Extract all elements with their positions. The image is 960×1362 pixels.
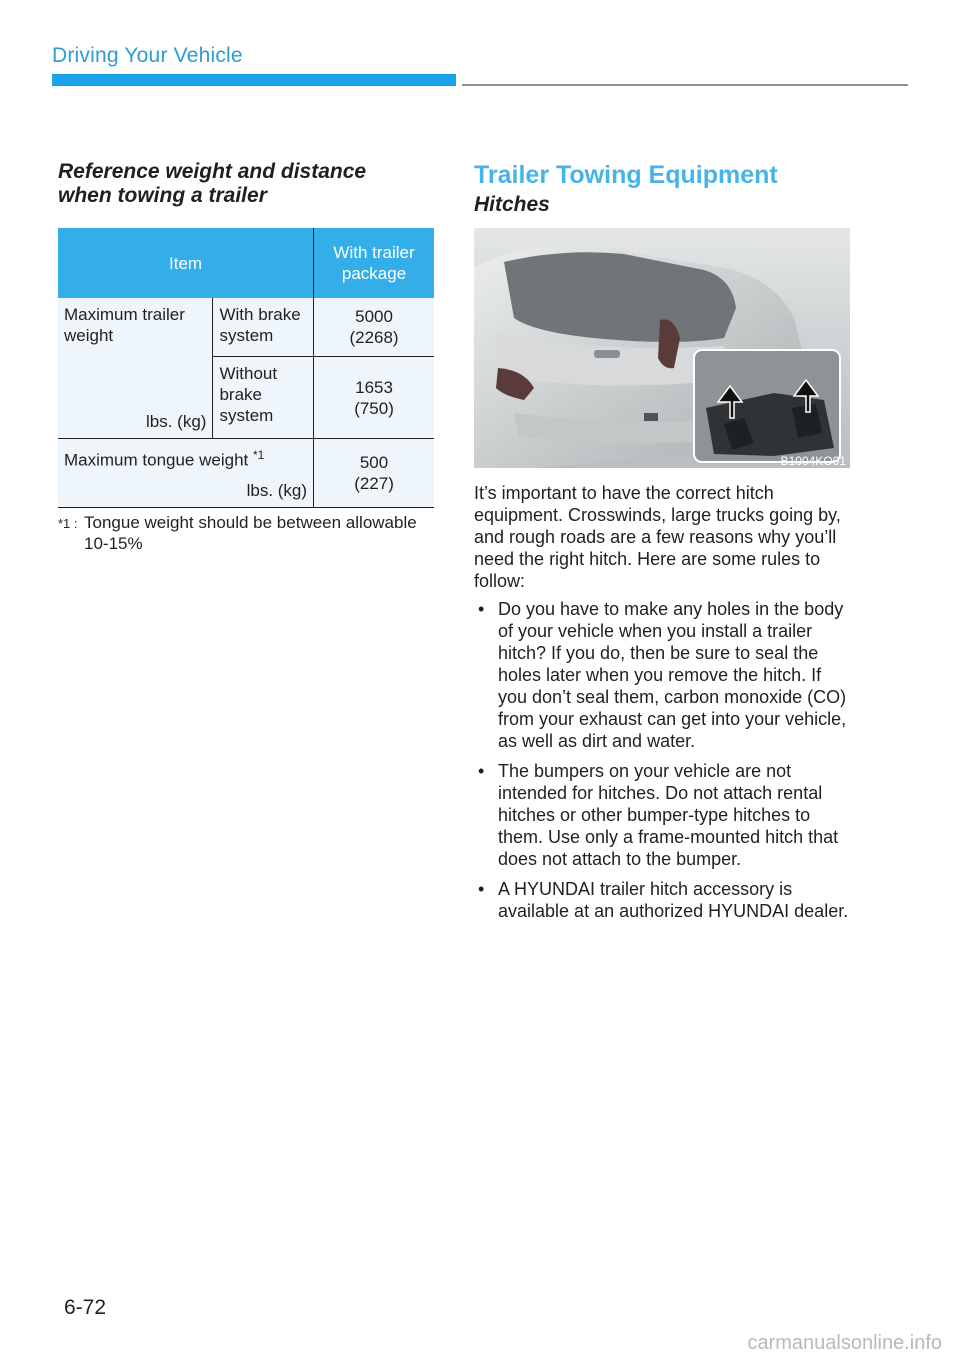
left-column — [58, 160, 434, 554]
table-row — [58, 298, 434, 357]
header-rule-gray — [462, 84, 908, 86]
max-tongue-weight-label: Maximum tongue weight — [64, 450, 249, 470]
table-header-item: Item — [58, 228, 314, 298]
value-lbs: 1653 — [355, 377, 393, 397]
unit-label: lbs. (kg) — [246, 481, 308, 500]
table-footnote — [58, 512, 434, 554]
unit-label: lbs. (kg) — [146, 412, 207, 431]
towing-equipment-heading: Trailer Towing Equipment — [474, 161, 778, 189]
max-trailer-weight-label: Maximum trailer weight — [64, 305, 185, 345]
value-cell — [314, 439, 434, 508]
table-header-row — [58, 228, 434, 298]
footnote-text: Tongue weight should be between allowable 10-15% — [84, 513, 417, 553]
max-trailer-weight-cell — [58, 298, 213, 439]
with-brake-system-label: With brake system — [213, 298, 314, 357]
figure-code: B1004KO01 — [780, 454, 846, 468]
value-kg: (227) — [354, 474, 394, 493]
max-tongue-weight-cell — [58, 439, 314, 508]
value-cell — [314, 357, 434, 439]
list-item: • Do you have to make any holes in the body of your vehicle when you install a trailer hitch? If you do, then be sure to seal the holes later when you remove the hitch. If you don’t seal them, carbon monoxide (CO) from your exhaust can get into your vehicle, as well as dirt and water. — [474, 598, 852, 752]
value-kg: (2268) — [349, 328, 399, 348]
page-number: 6-72 — [64, 1296, 107, 1319]
hitch-rules-list — [474, 598, 852, 922]
table-header-package: With trailer package — [314, 228, 434, 298]
value-lbs: 500 — [359, 453, 389, 472]
value-kg: (750) — [354, 398, 394, 418]
value-cell — [314, 298, 434, 357]
right-column — [474, 160, 852, 930]
section-title: Driving Your Vehicle — [52, 44, 243, 67]
vehicle-rear-image — [474, 228, 850, 468]
list-item: • A HYUNDAI trailer hitch accessory is available at an authorized HYUNDAI dealer. — [474, 878, 852, 922]
without-brake-system-label: Without brake system — [213, 357, 314, 439]
intro-paragraph: It’s important to have the correct hitch equipment. Crosswinds, large trucks going by, and rough roads are a few reasons why you’ll need the right hitch. Here are some rules to follow: — [474, 483, 841, 591]
site-watermark: carmanualsonline.info — [747, 1332, 942, 1354]
hitches-subheading: Hitches — [474, 193, 550, 216]
reference-weight-heading: Reference weight and distance when towing a trailer — [58, 160, 367, 207]
value-lbs: 5000 — [355, 307, 393, 327]
footnote-marker: *1 : — [58, 516, 78, 531]
table-row — [58, 439, 434, 508]
list-item: • The bumpers on your vehicle are not intended for hitches. Do not attach rental hitches or other bumper-type hitches to them. Use only a frame-mounted hitch that does not attach to the bumper. — [474, 760, 852, 870]
vehicle-rear-hitch-illustration — [474, 228, 850, 468]
header-rule-blue — [52, 74, 456, 86]
towing-weight-table — [58, 228, 434, 508]
footnote-mark: *1 — [253, 448, 265, 462]
